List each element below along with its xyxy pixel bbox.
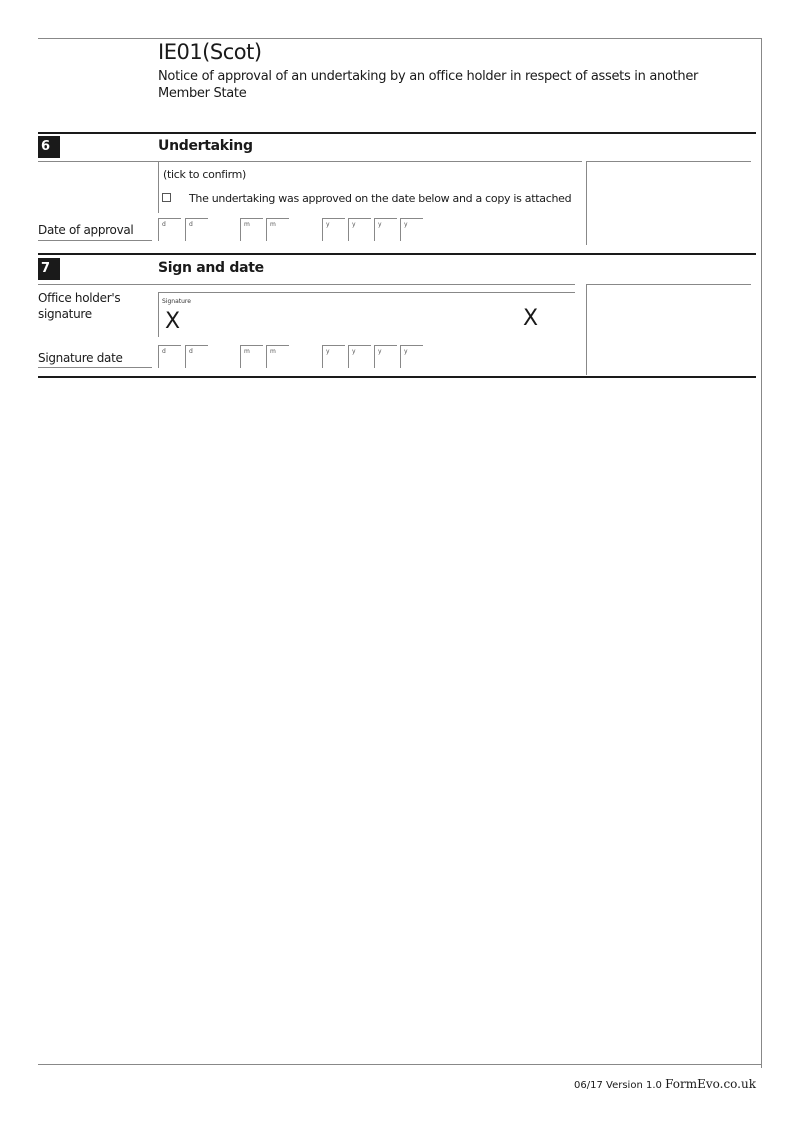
signature-date-rule — [38, 367, 152, 368]
section7-left-rule — [38, 284, 575, 285]
date-cell-month-1[interactable]: m — [240, 218, 263, 241]
date-approval-rule — [38, 240, 152, 241]
undertaking-checkbox[interactable] — [162, 193, 171, 202]
sig-date-cell-year-4[interactable]: y — [400, 345, 423, 368]
sig-date-cell-year-2[interactable]: y — [348, 345, 371, 368]
section7-right-rule — [586, 284, 751, 285]
date-cell-day-2[interactable]: d — [185, 218, 208, 241]
date-cell-year-3[interactable]: y — [374, 218, 397, 241]
section7-bottom-rule — [38, 376, 756, 378]
section6-left-rule — [38, 161, 582, 162]
section6-side-vline — [586, 161, 587, 245]
date-cell-year-1[interactable]: y — [322, 218, 345, 241]
sig-date-cell-month-2[interactable]: m — [266, 345, 289, 368]
date-cell-year-2[interactable]: y — [348, 218, 371, 241]
section6-right-rule — [586, 161, 751, 162]
date-cell-month-2[interactable]: m — [266, 218, 289, 241]
section7-number: 7 — [38, 258, 60, 280]
date-approval-label: Date of approval — [38, 223, 134, 237]
signature-mark-right: X — [523, 306, 539, 331]
bottom-border — [38, 1064, 761, 1065]
section6-left-vline — [158, 161, 159, 213]
signature-mark-left: X — [165, 309, 181, 334]
signature-box[interactable] — [158, 292, 575, 337]
tick-instruction: (tick to confirm) — [163, 168, 247, 181]
signature-label: Office holder's signature — [38, 291, 121, 321]
sig-date-cell-month-1[interactable]: m — [240, 345, 263, 368]
form-title: Notice of approval of an undertaking by an office holder in respect of assets in another Member State — [158, 69, 699, 101]
sig-date-cell-year-3[interactable]: y — [374, 345, 397, 368]
checkbox-label: The undertaking was approved on the date below and a copy is attached — [189, 192, 572, 205]
section6-title: Undertaking — [158, 138, 253, 154]
form-code: IE01(Scot) — [158, 40, 262, 64]
sig-date-cell-year-1[interactable]: y — [322, 345, 345, 368]
signature-date-label: Signature date — [38, 351, 123, 365]
section7-side-vline — [586, 284, 587, 375]
footer-brand: FormEvo.co.uk — [665, 1077, 756, 1091]
section6-number: 6 — [38, 136, 60, 158]
section7-top-rule — [38, 253, 756, 255]
section7-title: Sign and date — [158, 260, 264, 276]
footer-version: 06/17 Version 1.0 — [574, 1080, 662, 1091]
footer — [574, 1077, 756, 1091]
sig-date-cell-day-2[interactable]: d — [185, 345, 208, 368]
signature-caption: Signature — [162, 298, 191, 305]
section6-top-rule — [38, 132, 756, 134]
date-cell-day-1[interactable]: d — [158, 218, 181, 241]
right-border — [761, 38, 762, 1068]
top-border — [38, 38, 761, 39]
sig-date-cell-day-1[interactable]: d — [158, 345, 181, 368]
date-cell-year-4[interactable]: y — [400, 218, 423, 241]
